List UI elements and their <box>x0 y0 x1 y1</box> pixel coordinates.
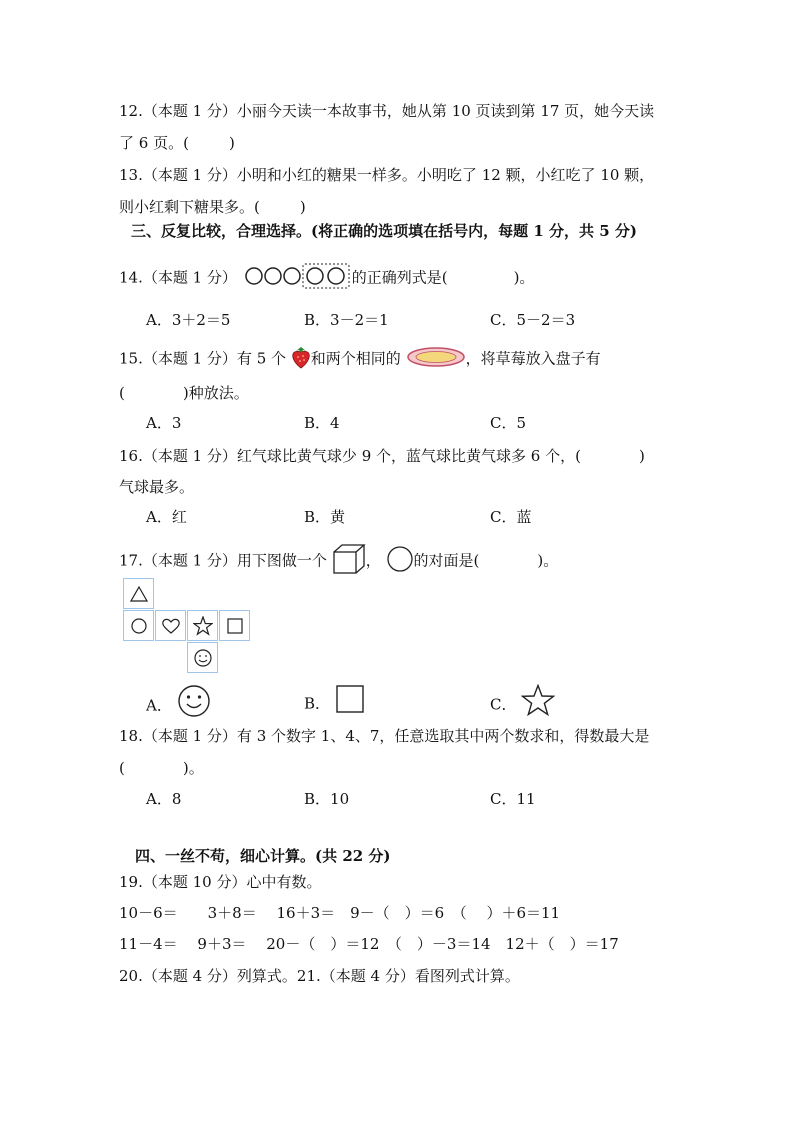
q16-option-a[interactable]: A．红 <box>146 508 187 526</box>
heart-icon <box>161 617 181 635</box>
q19-row2: 11－4＝ 9＋3＝ 20－（ ）＝12 （ ）－3＝14 12＋（ ）＝17 <box>119 935 619 953</box>
cube-net <box>123 578 253 674</box>
q15-line2: ( )种放法。 <box>119 384 249 402</box>
q17-line: 17.（本题 1 分）用下图做一个 ， 的对面是( )。 <box>119 543 558 580</box>
net-cell-heart <box>155 610 186 641</box>
square-icon <box>335 684 365 725</box>
q17-option-c[interactable]: C． <box>490 684 555 727</box>
q18-option-b[interactable]: B．10 <box>304 790 350 808</box>
q18-option-c[interactable]: C．11 <box>490 790 536 808</box>
q16-line1: 16.（本题 1 分）红气球比黄气球少 9 个，蓝气球比黄气球多 6 个，( ) <box>119 447 645 465</box>
net-cell-circle <box>123 610 154 641</box>
cube-icon <box>332 543 366 580</box>
section-4-title: 四、一丝不苟，细心计算。(共 22 分) <box>135 847 391 865</box>
q14-option-c[interactable]: C．5－2＝3 <box>490 311 576 329</box>
q12-line1: 12.（本题 1 分）小丽今天读一本故事书，她从第 10 页读到第 17 页，她今天读 <box>119 102 655 120</box>
circle-icon <box>130 617 148 635</box>
q16-option-c[interactable]: C．蓝 <box>490 508 532 526</box>
star-icon <box>193 616 213 636</box>
net-cell-smiley <box>187 642 218 673</box>
q15-option-c[interactable]: C．5 <box>490 414 527 432</box>
q14-line: 14.（本题 1 分） 的正确列式是( )。 <box>119 263 534 294</box>
q19-title: 19.（本题 10 分）心中有数。 <box>119 873 322 891</box>
q15-option-a[interactable]: A．3 <box>146 414 182 432</box>
smiley-icon <box>177 684 211 729</box>
q19-row1: 10－6＝ 3＋8＝ 16＋3＝ 9－（ ）＝6 （ ）＋6＝11 <box>119 904 561 922</box>
q13-line2: 则小红剩下糖果多。( ) <box>119 198 306 216</box>
star-icon <box>521 684 555 727</box>
q17-option-a[interactable]: A． <box>146 684 211 729</box>
net-cell-triangle <box>123 578 154 609</box>
q18-option-a[interactable]: A．8 <box>146 790 182 808</box>
q20-21-line: 20.（本题 4 分）列算式。21.（本题 4 分）看图列式计算。 <box>119 967 520 985</box>
q16-line2: 气球最多。 <box>119 478 195 496</box>
section-3-title: 三、反复比较，合理选择。(将正确的选项填在括号内，每题 1 分，共 5 分) <box>131 222 637 240</box>
plate-icon <box>406 346 466 373</box>
q17-option-b[interactable]: B． <box>304 684 365 725</box>
strawberry-icon <box>291 345 311 374</box>
triangle-icon <box>130 586 148 602</box>
circles-figure-icon <box>242 263 352 294</box>
q18-line1: 18.（本题 1 分）有 3 个数字 1、4、7，任意选取其中两个数求和，得数最大是 <box>119 727 650 745</box>
square-icon <box>226 617 244 635</box>
q16-option-b[interactable]: B．黄 <box>304 508 346 526</box>
net-cell-square <box>219 610 250 641</box>
q12-line2: 了 6 页。( ) <box>119 134 235 152</box>
q14-option-b[interactable]: B．3－2＝1 <box>304 311 389 329</box>
q13-line1: 13.（本题 1 分）小明和小红的糖果一样多。小明吃了 12 颗，小红吃了 10 颗， <box>119 166 655 184</box>
q18-line2: ( )。 <box>119 759 204 777</box>
net-cell-star <box>187 610 218 641</box>
q15-option-b[interactable]: B．4 <box>304 414 340 432</box>
smiley-icon <box>193 648 213 668</box>
q15-line1: 15.（本题 1 分）有 5 个 和两个相同的 ，将草莓放入盘子有 <box>119 345 601 374</box>
q14-option-a[interactable]: A．3＋2＝5 <box>146 311 231 329</box>
circle-face-icon <box>386 545 414 578</box>
